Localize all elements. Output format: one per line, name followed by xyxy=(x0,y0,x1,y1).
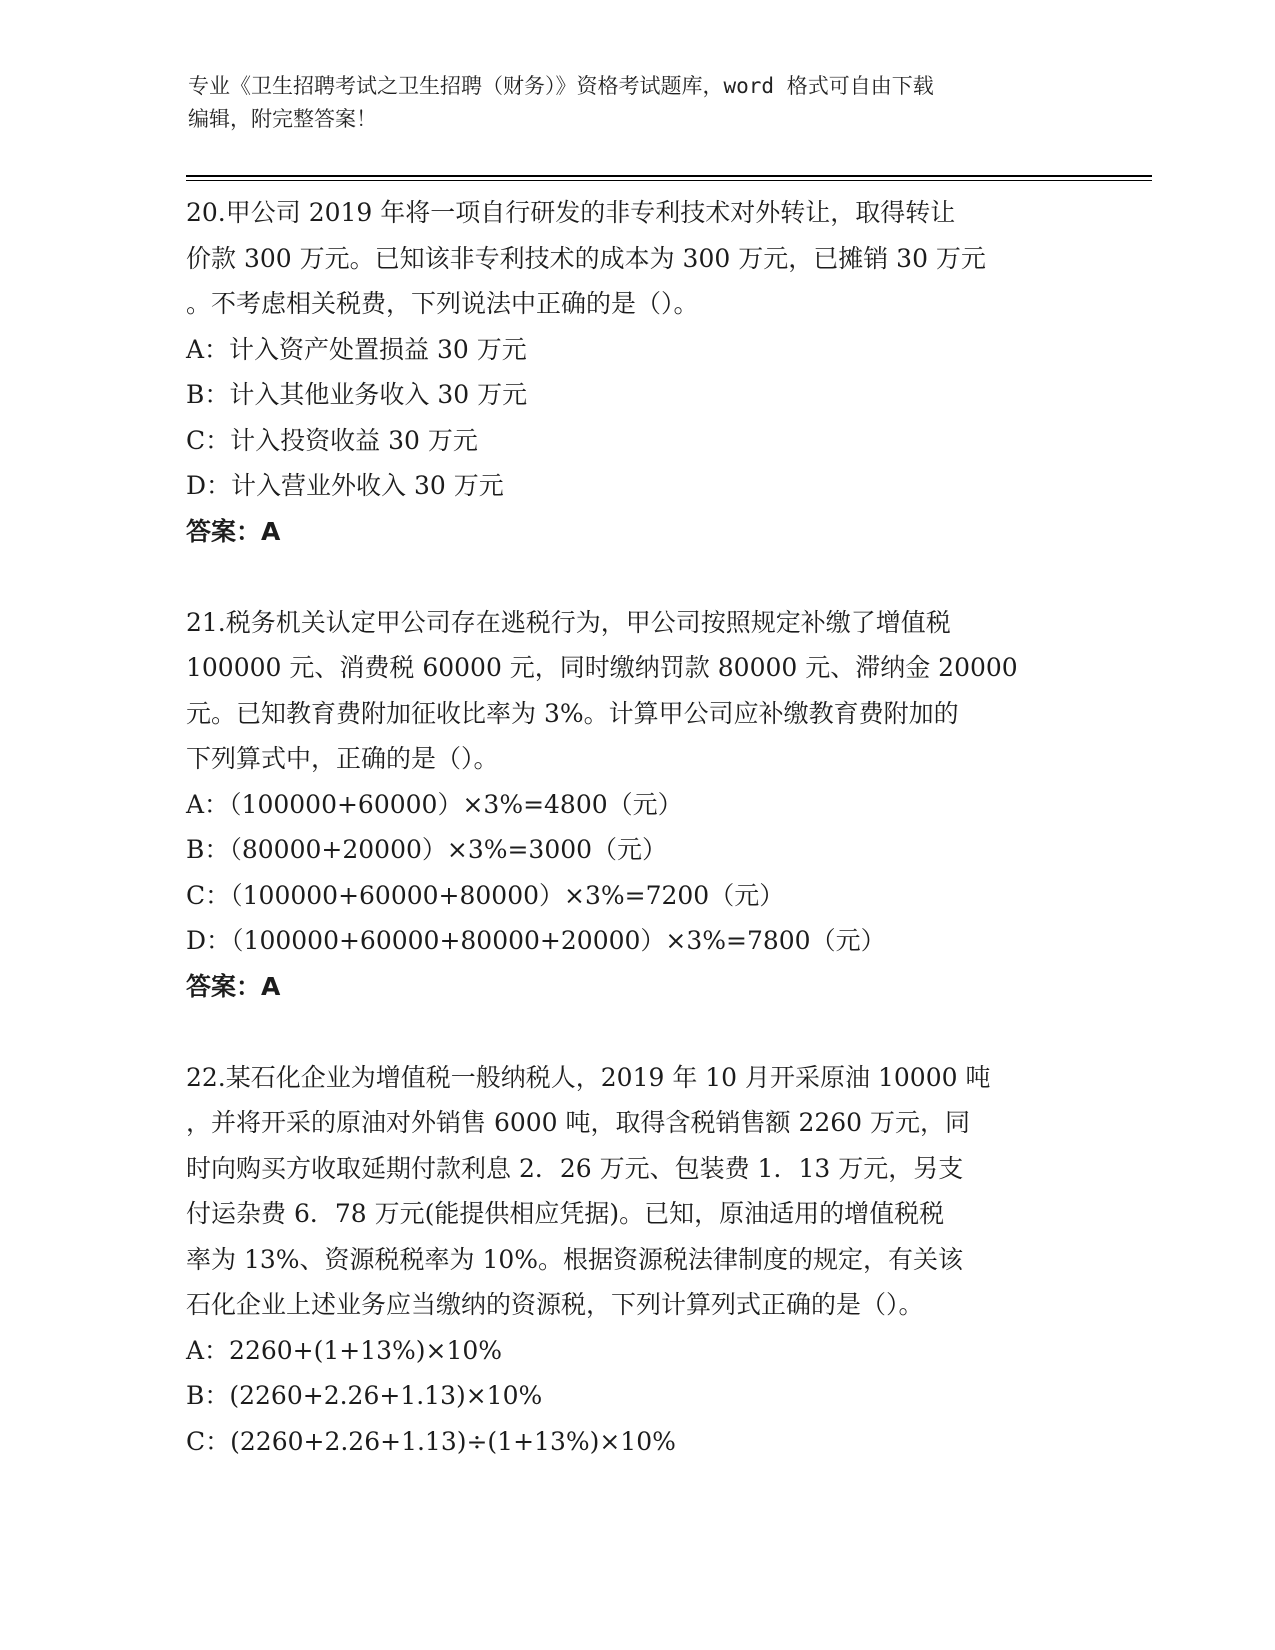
question-22 xyxy=(186,1055,1086,1465)
question-stem: 21.税务机关认定甲公司存在逃税行为，甲公司按照规定补缴了增值税 xyxy=(186,607,951,637)
question-stem: ，并将开采的原油对外销售 6000 吨，取得含税销售额 2260 万元，同 xyxy=(186,1108,971,1137)
option-c: C：（100000+60000+80000）×3%=7200（元） xyxy=(186,880,785,910)
question-stem: 。不考虑相关税费，下列说法中正确的是（）。 xyxy=(186,289,699,318)
header-line: 专业《卫生招聘考试之卫生招聘（财务）》资格考试题库，word 格式可自由下载 xyxy=(188,74,934,98)
question-stem: 时向购买方收取延期付款利息 2．26 万元、包装费 1．13 万元，另支 xyxy=(186,1153,964,1183)
option-d: D：计入营业外收入 30 万元 xyxy=(186,471,504,500)
answer: 答案：A xyxy=(186,516,281,546)
option-a: A：2260+(1+13%)×10% xyxy=(186,1335,503,1365)
header-divider-thick xyxy=(186,175,1152,177)
option-b: B：(2260+2.26+1.13)×10% xyxy=(186,1381,543,1410)
question-stem: 22.某石化企业为增值税一般纳税人，2019 年 10 月开采原油 10000 吨 xyxy=(186,1062,991,1092)
spacer xyxy=(186,1009,1086,1055)
option-c: C：(2260+2.26+1.13)÷(1+13%)×10% xyxy=(186,1426,676,1456)
question-stem: 石化企业上述业务应当缴纳的资源税，下列计算列式正确的是（）。 xyxy=(186,1290,924,1319)
question-stem: 元。已知教育费附加征收比率为 3%。计算甲公司应补缴教育费附加的 xyxy=(186,698,959,728)
option-a: A：计入资产处置损益 30 万元 xyxy=(186,334,527,364)
question-stem: 100000 元、消费税 60000 元，同时缴纳罚款 80000 元、滞纳金 20000 xyxy=(186,653,1018,682)
answer: 答案：A xyxy=(186,971,281,1001)
question-stem: 20.甲公司 2019 年将一项自行研发的非专利技术对外转让，取得转让 xyxy=(186,198,956,227)
option-b: B：计入其他业务收入 30 万元 xyxy=(186,380,528,409)
option-d: D：（100000+60000+80000+20000）×3%=7800（元） xyxy=(186,926,886,955)
option-c: C：计入投资收益 30 万元 xyxy=(186,425,478,455)
question-21 xyxy=(186,600,1086,1010)
header-line: 编辑，附完整答案！ xyxy=(188,107,377,131)
question-20 xyxy=(186,190,1086,554)
question-stem: 付运杂费 6．78 万元(能提供相应凭据)。已知，原油适用的增值税税 xyxy=(186,1199,945,1228)
question-stem: 价款 300 万元。已知该非专利技术的成本为 300 万元，已摊销 30 万元 xyxy=(186,243,986,273)
spacer xyxy=(186,554,1086,600)
header-divider-thin xyxy=(186,180,1152,181)
option-b: B：（80000+20000）×3%=3000（元） xyxy=(186,835,668,864)
document-header xyxy=(188,70,1068,136)
question-list xyxy=(186,190,1086,1464)
question-stem: 下列算式中，正确的是（）。 xyxy=(186,744,499,773)
option-a: A：（100000+60000）×3%=4800（元） xyxy=(186,789,683,819)
question-stem: 率为 13%、资源税税率为 10%。根据资源税法律制度的规定，有关该 xyxy=(186,1244,964,1274)
